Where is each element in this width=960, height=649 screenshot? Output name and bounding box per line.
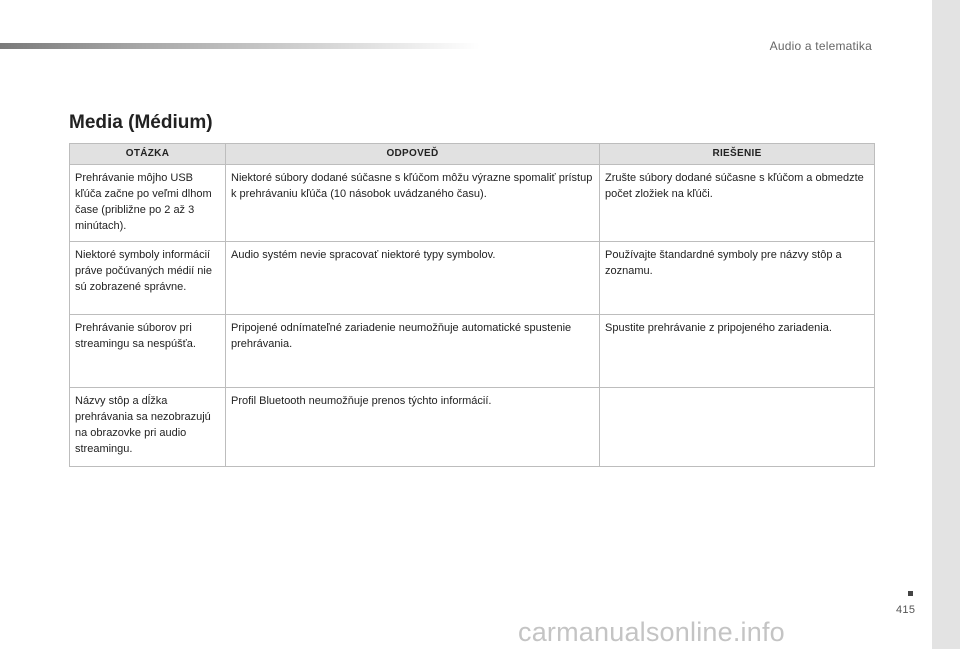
watermark: carmanualsonline.info [518, 617, 785, 647]
column-header-solution: RIEŠENIE [600, 144, 875, 165]
faq-table [69, 143, 875, 467]
section-title: Audio a telematika [769, 39, 872, 53]
cell-question: Prehrávanie môjho USB kľúča začne po veľmi dlhom čase (približne po 2 až 3 minútach). [70, 165, 226, 242]
table-row [70, 242, 875, 315]
page-number: 415 [896, 604, 916, 616]
cell-solution: Používajte štandardné symboly pre názvy stôp a zoznamu. [600, 242, 875, 315]
cell-answer: Audio systém nevie spracovať niektoré typy symbolov. [226, 242, 600, 315]
page-marker-icon [908, 591, 913, 596]
table-row [70, 315, 875, 388]
cell-answer: Profil Bluetooth neumožňuje prenos týchto informácií. [226, 388, 600, 467]
cell-answer: Niektoré súbory dodané súčasne s kľúčom môžu výrazne spomaliť prístup k prehrávaniu kľúča (10 násobok uvádzaného času). [226, 165, 600, 242]
cell-solution: Zrušte súbory dodané súčasne s kľúčom a obmedzte počet zložiek na kľúči. [600, 165, 875, 242]
column-header-answer: ODPOVEĎ [226, 144, 600, 165]
cell-question: Prehrávanie súborov pri streamingu sa nespúšťa. [70, 315, 226, 388]
table-row [70, 388, 875, 467]
page-edge-stripe [932, 0, 960, 649]
cell-solution [600, 388, 875, 467]
cell-answer: Pripojené odnímateľné zariadenie neumožňuje automatické spustenie prehrávania. [226, 315, 600, 388]
cell-solution: Spustite prehrávanie z pripojeného zariadenia. [600, 315, 875, 388]
cell-question: Názvy stôp a dĺžka prehrávania sa nezobrazujú na obrazovke pri audio streamingu. [70, 388, 226, 467]
header-gradient-bar [0, 43, 480, 49]
column-header-question: OTÁZKA [70, 144, 226, 165]
table-row [70, 165, 875, 242]
cell-question: Niektoré symboly informácií práve počúvaných médií nie sú zobrazené správne. [70, 242, 226, 315]
page-heading: Media (Médium) [69, 112, 213, 133]
table-header-row [70, 144, 875, 165]
